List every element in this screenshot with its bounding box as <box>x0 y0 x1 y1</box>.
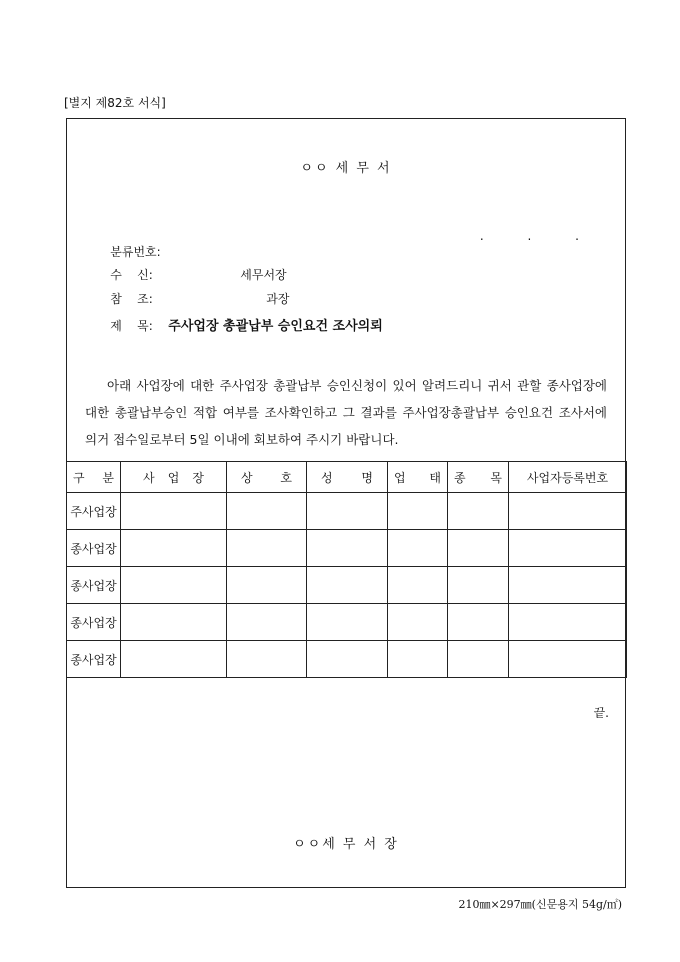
business-place-cell[interactable] <box>121 641 227 678</box>
form-number: [별지 제82호 서식] <box>64 96 166 110</box>
table-row <box>67 530 627 567</box>
business-item-cell[interactable] <box>448 493 509 530</box>
table-header-row <box>67 462 627 493</box>
row-kind: 종사업장 <box>67 567 121 604</box>
trade-name-cell[interactable] <box>227 604 307 641</box>
header-business-type: 업 태 <box>388 462 448 493</box>
row-kind: 종사업장 <box>67 604 121 641</box>
classification-label: 분류번호: <box>110 245 161 259</box>
paper-size-note: 210㎜×297㎜(신문용지 54g/㎡) <box>458 898 622 911</box>
business-type-cell[interactable] <box>388 641 448 678</box>
office-head-signature: ㅇㅇ세 무 서 장 <box>293 837 399 852</box>
office-title: ㅇㅇ 세 무 서 <box>300 161 392 176</box>
business-table <box>66 461 627 678</box>
business-type-cell[interactable] <box>388 604 448 641</box>
subject-label: 제 목: <box>110 319 153 333</box>
registration-no-cell[interactable] <box>509 641 627 678</box>
recipient-label: 수 신: <box>110 268 153 282</box>
representative-cell[interactable] <box>307 604 388 641</box>
trade-name-cell[interactable] <box>227 567 307 604</box>
business-item-cell[interactable] <box>448 604 509 641</box>
representative-cell[interactable] <box>307 530 388 567</box>
trade-name-cell[interactable] <box>227 530 307 567</box>
representative-cell[interactable] <box>307 641 388 678</box>
table-row <box>67 641 627 678</box>
header-business-place: 사 업 장 <box>121 462 227 493</box>
business-type-cell[interactable] <box>388 567 448 604</box>
registration-no-cell[interactable] <box>509 493 627 530</box>
form-frame <box>66 118 626 888</box>
trade-name-cell[interactable] <box>227 641 307 678</box>
recipient-value: 세무서장 <box>240 268 287 282</box>
registration-no-cell[interactable] <box>509 530 627 567</box>
business-item-cell[interactable] <box>448 641 509 678</box>
row-kind: 종사업장 <box>67 530 121 567</box>
row-kind: 종사업장 <box>67 641 121 678</box>
table-row <box>67 604 627 641</box>
header-representative: 성 명 <box>307 462 388 493</box>
reference-label: 참 조: <box>110 292 153 306</box>
representative-cell[interactable] <box>307 567 388 604</box>
subject-value: 주사업장 총괄납부 승인요건 조사의뢰 <box>168 319 383 334</box>
registration-no-cell[interactable] <box>509 604 627 641</box>
business-type-cell[interactable] <box>388 493 448 530</box>
business-place-cell[interactable] <box>121 604 227 641</box>
registration-no-cell[interactable] <box>509 567 627 604</box>
business-item-cell[interactable] <box>448 567 509 604</box>
date-placeholder: . . . <box>479 229 599 243</box>
subject-field <box>95 301 383 348</box>
table-row <box>67 493 627 530</box>
row-kind: 주사업장 <box>67 493 121 530</box>
end-mark: 끝. <box>593 706 609 720</box>
reference-value: 과장 <box>266 292 290 306</box>
trade-name-cell[interactable] <box>227 493 307 530</box>
business-type-cell[interactable] <box>388 530 448 567</box>
request-body-text: 아래 사업장에 대한 주사업장 총괄납부 승인신청이 있어 알려드리니 귀서 관할 종사업장에 대한 총괄납부승인 적합 여부를 조사확인하고 그 결과를 주사업장총괄납부 승인요건 조사서에 의거 접수일로부터 5일 이내에 회보하여 주시기 바랍니다. <box>85 378 607 447</box>
business-place-cell[interactable] <box>121 530 227 567</box>
business-place-cell[interactable] <box>121 567 227 604</box>
header-registration-no: 사업자등록번호 <box>509 462 627 493</box>
table-row <box>67 567 627 604</box>
header-business-item: 종 목 <box>448 462 509 493</box>
representative-cell[interactable] <box>307 493 388 530</box>
header-category: 구 분 <box>67 462 121 493</box>
business-item-cell[interactable] <box>448 530 509 567</box>
header-trade-name: 상 호 <box>227 462 307 493</box>
business-place-cell[interactable] <box>121 493 227 530</box>
